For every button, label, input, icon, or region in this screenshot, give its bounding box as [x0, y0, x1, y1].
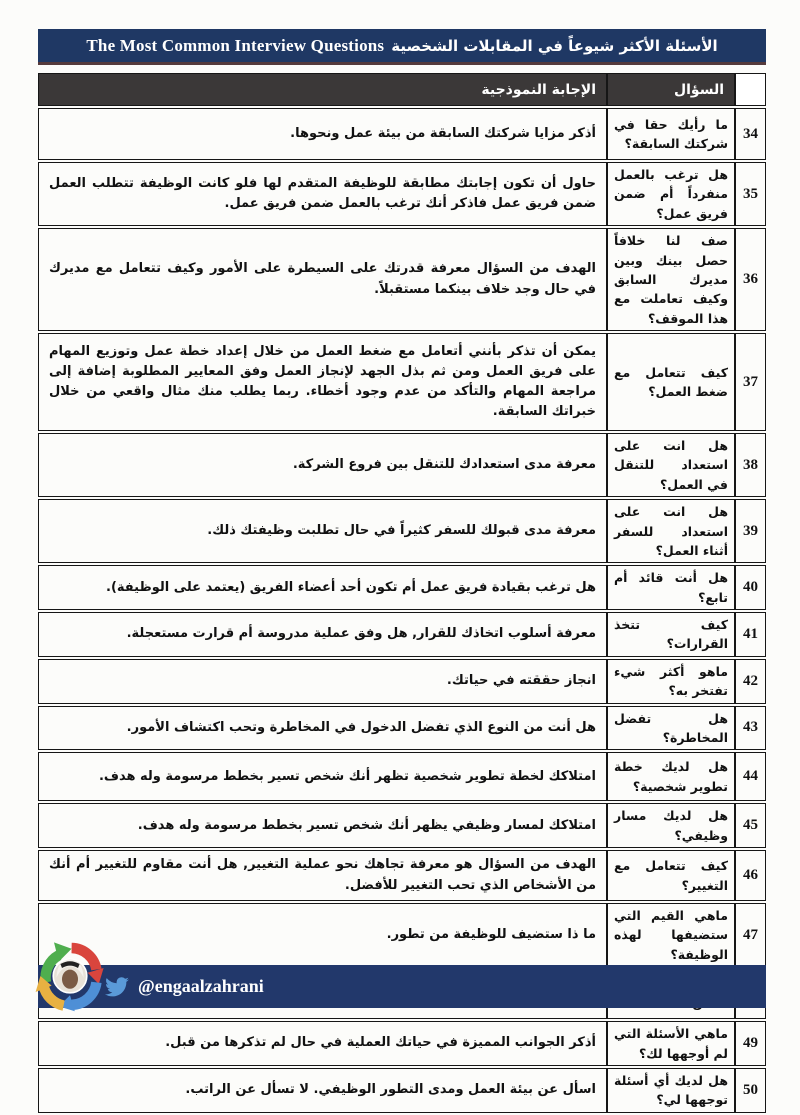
answer-cell: ما ذا ستضيف للوظيفة من تطور.	[38, 903, 607, 967]
question-cell: كيف تتعامل مع ضغط العمل؟	[607, 333, 735, 431]
table-row	[38, 108, 766, 160]
question-cell: هل انت على استعداد للسفر أثناء العمل؟	[607, 499, 735, 563]
twitter-handle[interactable]: @engaalzahrani	[138, 976, 264, 996]
table-header-row	[38, 73, 766, 106]
answer-cell: حاول أن تكون إجابتك مطابقة للوظيفة المتقدم لها فلو كانت الوظيفة تتطلب العمل ضمن فريق عمل فاذكر أنك ترغب بالعمل ضمن فريق عمل.	[38, 162, 607, 226]
questions-table-container	[38, 71, 766, 1115]
answer-cell: معرفة مدى قبولك للسفر كثيراً في حال تطلبت وظيفتك ذلك.	[38, 499, 607, 563]
avatar	[53, 959, 87, 993]
question-cell: هل لديك أي أسئلة توجهها لي؟	[607, 1068, 735, 1113]
question-header-cell: السؤال	[607, 73, 735, 106]
answer-cell: معرفة أسلوب اتخاذك للقرار, هل وفق عملية مدروسة أم قرارت مستعجلة.	[38, 612, 607, 657]
question-cell: ماهي الأسئلة التي لم أوجهها لك؟	[607, 1021, 735, 1066]
table-row	[38, 659, 766, 704]
row-number: 41	[735, 612, 766, 657]
question-cell: هل ترغب بالعمل منفرداً أم ضمن فريق عمل؟	[607, 162, 735, 226]
question-cell: هل أنت قائد أم تابع؟	[607, 565, 735, 610]
row-number: 37	[735, 333, 766, 431]
row-number: 40	[735, 565, 766, 610]
answer-cell: انجاز حققته في حياتك.	[38, 659, 607, 704]
table-row	[38, 903, 766, 967]
question-cell: كيف تتعامل مع التغيير؟	[607, 850, 735, 901]
row-number: 49	[735, 1021, 766, 1066]
answer-cell: امتلاكك لخطة تطوير شخصية تظهر أنك شخص تسير بخطط مرسومة وله هدف.	[38, 752, 607, 801]
row-number: 42	[735, 659, 766, 704]
question-cell: هل انت على استعداد للتنقل في العمل؟	[607, 433, 735, 497]
question-cell: صف لنا خلافاً حصل بينك وبين مديرك السابق وكيف تعاملت مع هذا الموقف؟	[607, 228, 735, 331]
answer-cell: هل أنت من النوع الذي تفضل الدخول في المخاطرة وتحب اكتشاف الأمور.	[38, 706, 607, 751]
table-row	[38, 752, 766, 801]
row-number: 38	[735, 433, 766, 497]
table-row	[38, 1068, 766, 1113]
row-number: 47	[735, 903, 766, 967]
table-row	[38, 162, 766, 226]
question-cell: هل لديك مسار وظيفي؟	[607, 803, 735, 848]
row-number: 39	[735, 499, 766, 563]
answer-cell: اسأل عن بيئة العمل ومدى التطور الوظيفي. لا تسأل عن الراتب.	[38, 1068, 607, 1113]
table-row	[38, 612, 766, 657]
table-row	[38, 433, 766, 497]
row-number: 50	[735, 1068, 766, 1113]
row-number: 45	[735, 803, 766, 848]
answer-cell: امتلاكك لمسار وظيفي يظهر أنك شخص تسير بخطط مرسومة وله هدف.	[38, 803, 607, 848]
table-row	[38, 850, 766, 901]
footer-bar	[38, 965, 766, 1008]
red-arrowhead	[88, 968, 104, 984]
page-title-arabic: الأسئلة الأكثر شيوعاً في المقابلات الشخصية	[391, 36, 718, 55]
row-number: 44	[735, 752, 766, 801]
question-cell: هل تفضل المخاطرة؟	[607, 706, 735, 751]
page-title-english: The Most Common Interview Questions	[86, 35, 385, 55]
table-row	[38, 333, 766, 431]
questions-table	[38, 71, 766, 1115]
question-cell: ماهي القيم التي ستضيفها لهذه الوظيفة؟	[607, 903, 735, 967]
table-row	[38, 706, 766, 751]
cycle-arrows-avatar-logo	[30, 936, 110, 1016]
row-number: 34	[735, 108, 766, 160]
answer-cell: أذكر الجوانب المميزة في حياتك العملية في حال لم تذكرها من قبل.	[38, 1021, 607, 1066]
answer-cell: أذكر مزايا شركتك السابقة من بيئة عمل ونحوها.	[38, 108, 607, 160]
answer-header-cell: الإجابة النموذجية	[38, 73, 607, 106]
answer-cell: يمكن أن تذكر بأنني أتعامل مع ضغط العمل من خلال إعداد خطة عمل وتوزيع المهام على فريق العمل ومن ثم بذل الجهد لإنجاز العمل وفق المعايير المطلوبة إضافة إلى مراجعة المهام والتأكد من عدم وجود أخطاء. ربما يطلب منك مثال واقعي من خلال خبراتك السابقة.	[38, 333, 607, 431]
row-number: 36	[735, 228, 766, 331]
answer-cell: الهدف من السؤال معرفة قدرتك على السيطرة على الأمور وكيف تتعامل مع مديرك في حال وجد خلاف بينكما مستقبلاً.	[38, 228, 607, 331]
question-cell: هل لديك خطة تطوير شخصية؟	[607, 752, 735, 801]
question-cell: ماهو أكثر شيء تفتخر به؟	[607, 659, 735, 704]
answer-cell: الهدف من السؤال هو معرفة تجاهك نحو عملية التغيير, هل أنت مقاوم للتغيير أم أنك من الأشخاص الذي تحب التغيير للأفضل.	[38, 850, 607, 901]
table-row	[38, 565, 766, 610]
answer-cell: هل ترغب بقيادة فريق عمل أم تكون أحد أعضاء الفريق (يعتمد على الوظيفة).	[38, 565, 607, 610]
question-cell: ما رأيك حقا في شركتك السابقة؟	[607, 108, 735, 160]
answer-cell: معرفة مدى استعدادك للتنقل بين فروع الشركة.	[38, 433, 607, 497]
row-number: 35	[735, 162, 766, 226]
table-row	[38, 1021, 766, 1066]
table-row	[38, 228, 766, 331]
table-row	[38, 803, 766, 848]
title-banner	[38, 29, 766, 65]
row-number: 43	[735, 706, 766, 751]
table-row	[38, 499, 766, 563]
number-header-cell	[735, 73, 766, 106]
question-cell: كيف تتخذ القرارات؟	[607, 612, 735, 657]
row-number: 46	[735, 850, 766, 901]
